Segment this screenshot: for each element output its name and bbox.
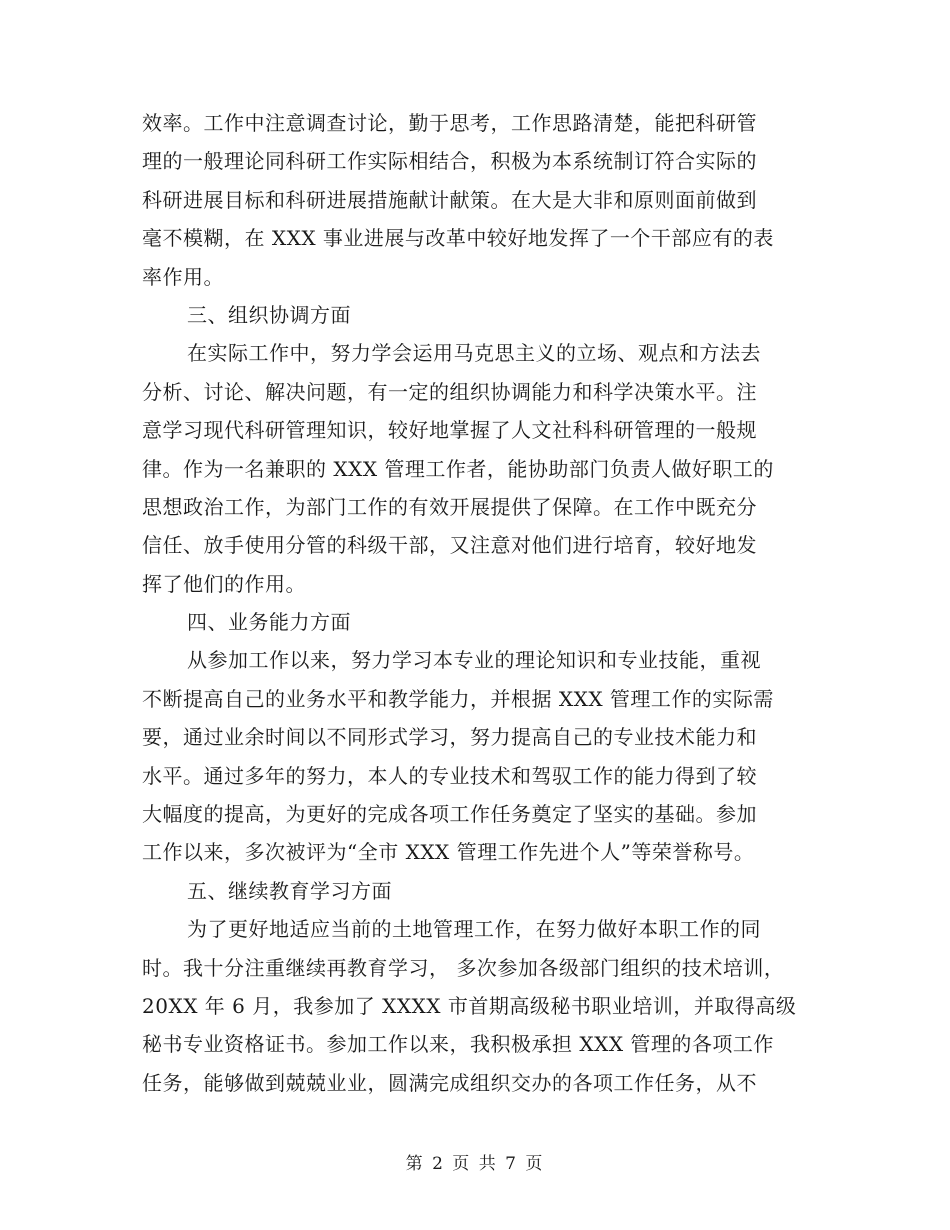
text-line: 要，通过业余时间以不同形式学习，努力提高自己的专业技术能力和 xyxy=(142,725,757,750)
text-line: 20XX 年 6 月，我参加了 XXXX 市首期高级秘书职业培训，并取得高级 xyxy=(142,993,797,1018)
text-line: 工作以来，多次被评为“全市 XXX 管理工作先进个人”等荣誉称号。 xyxy=(142,840,755,865)
text-line: 挥了他们的作用。 xyxy=(142,571,306,596)
text-line: 从参加工作以来，努力学习本专业的理论知识和专业技能，重视 xyxy=(187,648,761,673)
text-line: 意学习现代科研管理知识，较好地掌握了人文社科科研管理的一般规 xyxy=(142,418,757,443)
text-line: 秘书专业资格证书。参加工作以来，我积极承担 XXX 管理的各项工作 xyxy=(142,1032,774,1057)
text-line: 水平。通过多年的努力，本人的专业技术和驾驭工作的能力得到了较 xyxy=(142,763,757,788)
page-number-footer: 第 2 页 共 7 页 xyxy=(405,1154,545,1174)
text-line: 在实际工作中，努力学会运用马克思主义的立场、观点和方法去 xyxy=(187,341,761,366)
text-line: 五、继续教育学习方面 xyxy=(187,878,392,903)
document-body xyxy=(142,104,802,1102)
text-line: 信任、放手使用分管的科级干部，又注意对他们进行培育，较好地发 xyxy=(142,533,757,558)
text-line: 律。作为一名兼职的 XXX 管理工作者，能协助部门负责人做好职工的 xyxy=(142,456,774,481)
text-line: 科研进展目标和科研进展措施献计献策。在大是大非和原则面前做到 xyxy=(142,187,757,212)
text-line: 分析、讨论、解决问题，有一定的组织协调能力和科学决策水平。注 xyxy=(142,379,757,404)
text-line: 效率。工作中注意调查讨论，勤于思考，工作思路清楚，能把科研管 xyxy=(142,111,757,135)
text-line: 思想政治工作，为部门工作的有效开展提供了保障。在工作中既充分 xyxy=(142,494,757,519)
text-line: 为了更好地适应当前的土地管理工作，在努力做好本职工作的同 xyxy=(187,917,761,942)
text-line: 任务，能够做到兢兢业业，圆满完成组织交办的各项工作任务，从不 xyxy=(142,1070,757,1095)
text-line: 不断提高自己的业务水平和教学能力，并根据 XXX 管理工作的实际需 xyxy=(142,686,774,711)
text-line: 理的一般理论同科研工作实际相结合，积极为本系统制订符合实际的 xyxy=(142,149,757,174)
text-line: 三、组织协调方面 xyxy=(187,302,351,327)
text-line: 四、业务能力方面 xyxy=(187,610,351,635)
text-line: 毫不模糊，在 XXX 事业进展与改革中较好地发挥了一个干部应有的表 xyxy=(142,226,774,251)
text-line: 率作用。 xyxy=(142,264,224,289)
text-line: 时。我十分注重继续再教育学习， 多次参加各级部门组织的技术培训， xyxy=(142,955,785,980)
text-line: 大幅度的提高，为更好的完成各项工作任务奠定了坚实的基础。参加 xyxy=(142,802,757,827)
